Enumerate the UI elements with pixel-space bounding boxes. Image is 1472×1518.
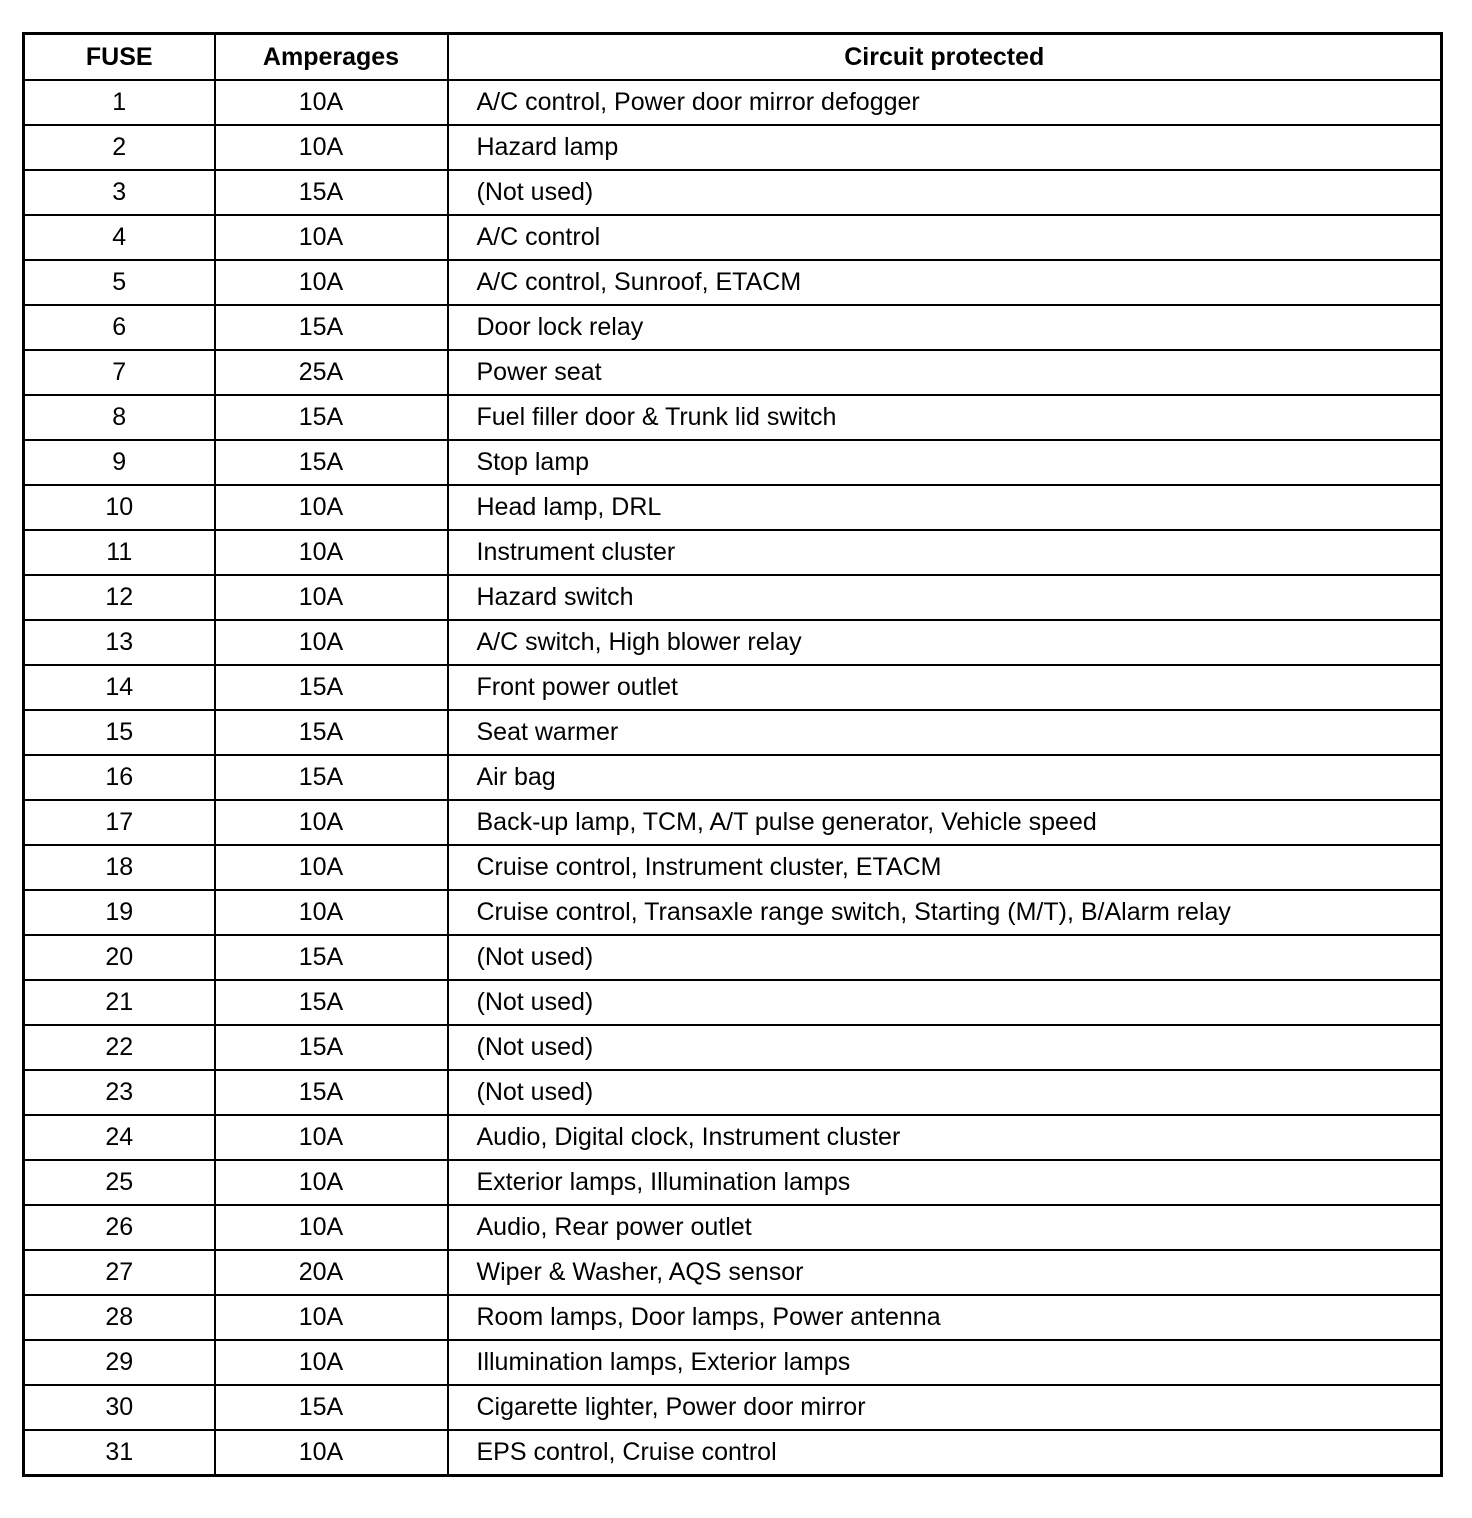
fuse-number-cell: 28	[24, 1295, 215, 1340]
amperage-cell: 25A	[215, 350, 448, 395]
amperage-cell: 15A	[215, 440, 448, 485]
amperage-cell: 10A	[215, 890, 448, 935]
amperage-cell: 15A	[215, 1070, 448, 1115]
fuse-number-cell: 18	[24, 845, 215, 890]
table-header	[24, 34, 1442, 81]
circuit-cell: Fuel filler door & Trunk lid switch	[448, 395, 1442, 440]
amperage-cell: 15A	[215, 755, 448, 800]
header-fuse: FUSE	[24, 34, 215, 81]
fuse-number-cell: 2	[24, 125, 215, 170]
fuse-number-cell: 29	[24, 1340, 215, 1385]
amperage-cell: 10A	[215, 80, 448, 125]
fuse-number-cell: 13	[24, 620, 215, 665]
amperage-cell: 10A	[215, 845, 448, 890]
fuse-number-cell: 30	[24, 1385, 215, 1430]
circuit-cell: Cruise control, Transaxle range switch, Starting (M/T), B/Alarm relay	[448, 890, 1442, 935]
circuit-cell: EPS control, Cruise control	[448, 1430, 1442, 1476]
circuit-cell: Door lock relay	[448, 305, 1442, 350]
table-row	[24, 890, 1442, 935]
table-row	[24, 620, 1442, 665]
table-row	[24, 485, 1442, 530]
circuit-cell: Cigarette lighter, Power door mirror	[448, 1385, 1442, 1430]
amperage-cell: 10A	[215, 1160, 448, 1205]
amperage-cell: 10A	[215, 1115, 448, 1160]
table-row	[24, 1070, 1442, 1115]
circuit-cell: Instrument cluster	[448, 530, 1442, 575]
amperage-cell: 10A	[215, 1340, 448, 1385]
fuse-number-cell: 15	[24, 710, 215, 755]
amperage-cell: 10A	[215, 530, 448, 575]
fuse-number-cell: 11	[24, 530, 215, 575]
fuse-number-cell: 23	[24, 1070, 215, 1115]
table-row	[24, 395, 1442, 440]
circuit-cell: Cruise control, Instrument cluster, ETACM	[448, 845, 1442, 890]
circuit-cell: Front power outlet	[448, 665, 1442, 710]
fuse-number-cell: 31	[24, 1430, 215, 1476]
circuit-cell: (Not used)	[448, 1025, 1442, 1070]
circuit-cell: Power seat	[448, 350, 1442, 395]
circuit-cell: Audio, Digital clock, Instrument cluster	[448, 1115, 1442, 1160]
amperage-cell: 10A	[215, 575, 448, 620]
fuse-number-cell: 17	[24, 800, 215, 845]
table-row	[24, 1430, 1442, 1476]
fuse-number-cell: 24	[24, 1115, 215, 1160]
fuse-number-cell: 21	[24, 980, 215, 1025]
amperage-cell: 10A	[215, 260, 448, 305]
table-row	[24, 530, 1442, 575]
amperage-cell: 15A	[215, 935, 448, 980]
circuit-cell: Stop lamp	[448, 440, 1442, 485]
circuit-cell: A/C switch, High blower relay	[448, 620, 1442, 665]
fuse-number-cell: 27	[24, 1250, 215, 1295]
table-row	[24, 755, 1442, 800]
circuit-cell: (Not used)	[448, 980, 1442, 1025]
fuse-number-cell: 8	[24, 395, 215, 440]
table-row	[24, 1250, 1442, 1295]
table-row	[24, 260, 1442, 305]
table-row	[24, 1025, 1442, 1070]
fuse-number-cell: 16	[24, 755, 215, 800]
circuit-cell: (Not used)	[448, 935, 1442, 980]
table-body	[24, 80, 1442, 1476]
table-row	[24, 1160, 1442, 1205]
amperage-cell: 10A	[215, 485, 448, 530]
amperage-cell: 10A	[215, 800, 448, 845]
table-row	[24, 125, 1442, 170]
amperage-cell: 10A	[215, 215, 448, 260]
amperage-cell: 15A	[215, 980, 448, 1025]
fuse-number-cell: 12	[24, 575, 215, 620]
circuit-cell: Head lamp, DRL	[448, 485, 1442, 530]
fuse-number-cell: 20	[24, 935, 215, 980]
amperage-cell: 15A	[215, 395, 448, 440]
fuse-number-cell: 7	[24, 350, 215, 395]
fuse-number-cell: 9	[24, 440, 215, 485]
table-row	[24, 800, 1442, 845]
amperage-cell: 10A	[215, 620, 448, 665]
amperage-cell: 10A	[215, 125, 448, 170]
table-row	[24, 980, 1442, 1025]
table-row	[24, 1340, 1442, 1385]
amperage-cell: 15A	[215, 1025, 448, 1070]
header-amperages: Amperages	[215, 34, 448, 81]
fuse-number-cell: 3	[24, 170, 215, 215]
amperage-cell: 15A	[215, 305, 448, 350]
table-row	[24, 575, 1442, 620]
header-row	[24, 34, 1442, 81]
circuit-cell: A/C control	[448, 215, 1442, 260]
table-row	[24, 80, 1442, 125]
amperage-cell: 15A	[215, 665, 448, 710]
table-row	[24, 1385, 1442, 1430]
circuit-cell: Back-up lamp, TCM, A/T pulse generator, Vehicle speed	[448, 800, 1442, 845]
table-row	[24, 1295, 1442, 1340]
table-row	[24, 305, 1442, 350]
table-row	[24, 215, 1442, 260]
header-circuit-protected: Circuit protected	[448, 34, 1442, 81]
circuit-cell: Illumination lamps, Exterior lamps	[448, 1340, 1442, 1385]
amperage-cell: 15A	[215, 170, 448, 215]
circuit-cell: A/C control, Sunroof, ETACM	[448, 260, 1442, 305]
table-row	[24, 665, 1442, 710]
amperage-cell: 10A	[215, 1430, 448, 1476]
table-row	[24, 845, 1442, 890]
circuit-cell: Hazard lamp	[448, 125, 1442, 170]
table-row	[24, 710, 1442, 755]
fuse-table	[22, 32, 1443, 1477]
circuit-cell: Room lamps, Door lamps, Power antenna	[448, 1295, 1442, 1340]
circuit-cell: Seat warmer	[448, 710, 1442, 755]
fuse-number-cell: 22	[24, 1025, 215, 1070]
circuit-cell: Audio, Rear power outlet	[448, 1205, 1442, 1250]
circuit-cell: (Not used)	[448, 1070, 1442, 1115]
amperage-cell: 15A	[215, 710, 448, 755]
fuse-number-cell: 1	[24, 80, 215, 125]
circuit-cell: (Not used)	[448, 170, 1442, 215]
fuse-number-cell: 25	[24, 1160, 215, 1205]
circuit-cell: A/C control, Power door mirror defogger	[448, 80, 1442, 125]
table-row	[24, 350, 1442, 395]
fuse-number-cell: 5	[24, 260, 215, 305]
amperage-cell: 10A	[215, 1205, 448, 1250]
fuse-number-cell: 19	[24, 890, 215, 935]
table-row	[24, 1115, 1442, 1160]
circuit-cell: Hazard switch	[448, 575, 1442, 620]
table-row	[24, 170, 1442, 215]
circuit-cell: Wiper & Washer, AQS sensor	[448, 1250, 1442, 1295]
fuse-number-cell: 26	[24, 1205, 215, 1250]
circuit-cell: Exterior lamps, Illumination lamps	[448, 1160, 1442, 1205]
amperage-cell: 10A	[215, 1295, 448, 1340]
amperage-cell: 15A	[215, 1385, 448, 1430]
circuit-cell: Air bag	[448, 755, 1442, 800]
fuse-number-cell: 10	[24, 485, 215, 530]
table-row	[24, 440, 1442, 485]
fuse-number-cell: 4	[24, 215, 215, 260]
amperage-cell: 20A	[215, 1250, 448, 1295]
table-row	[24, 935, 1442, 980]
table-row	[24, 1205, 1442, 1250]
fuse-number-cell: 14	[24, 665, 215, 710]
fuse-number-cell: 6	[24, 305, 215, 350]
